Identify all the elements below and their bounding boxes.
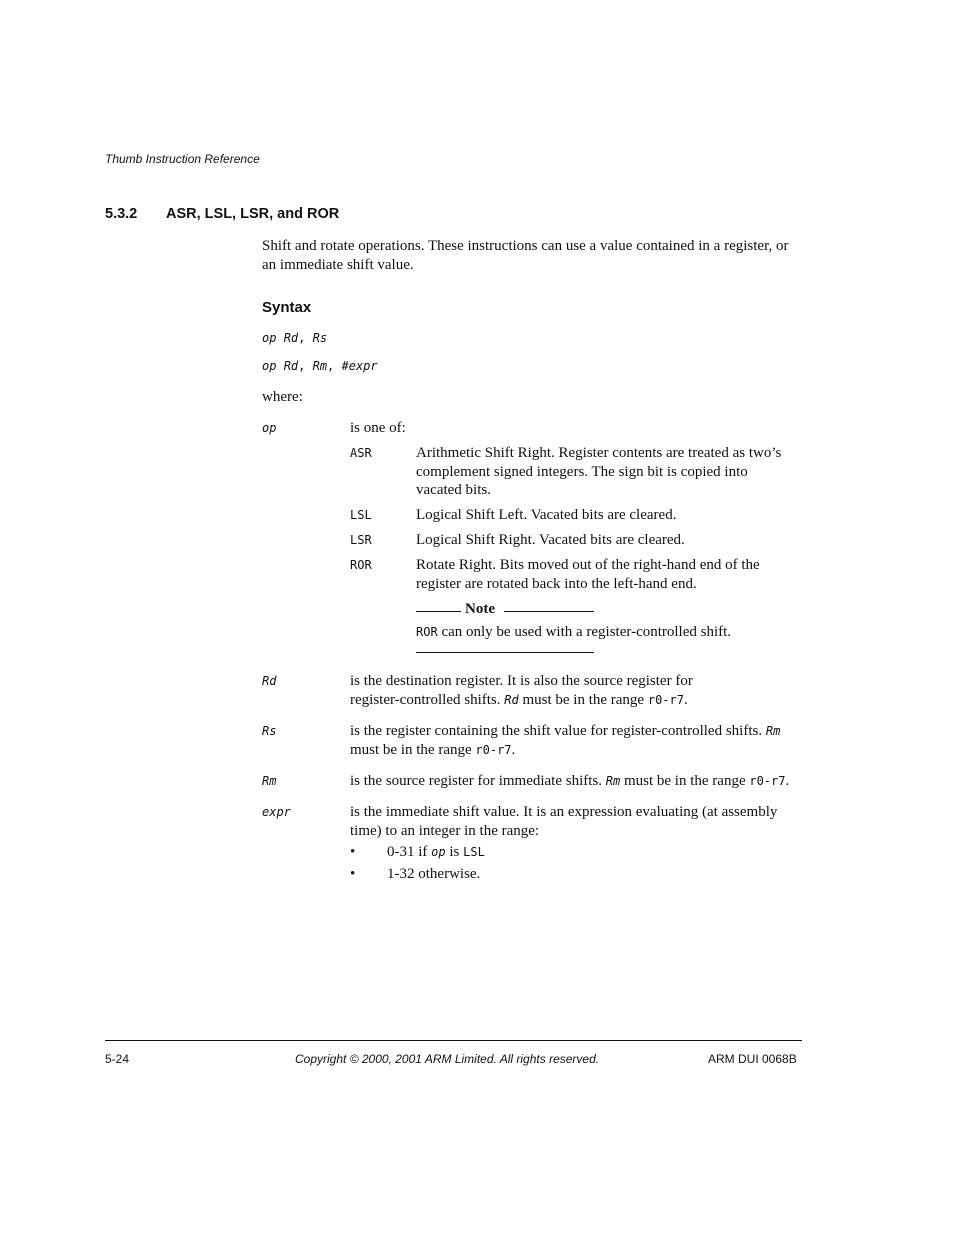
op-desc-line: Arithmetic Shift Right. Register contents are treated as two’s — [416, 445, 782, 461]
syntax-rd: Rd — [283, 359, 299, 373]
syntax-form-2 — [262, 359, 378, 373]
rd-text: . — [683, 691, 688, 708]
expr-line-2: time) to an integer in the range: — [350, 822, 540, 839]
rm-text: is the source register for immediate shifts. — [350, 773, 606, 789]
rm-code: Rm — [605, 774, 621, 788]
expr-description — [350, 803, 805, 840]
where-label: where: — [262, 389, 303, 405]
footer-page-number: 5-24 — [105, 1052, 130, 1066]
note-body: can only be used with a register-controlled shift. — [437, 624, 732, 640]
bullet-glyph: • — [350, 866, 356, 882]
term-rd: Rd — [262, 674, 277, 688]
syntax-sep: , — [298, 359, 313, 373]
syntax-op: op — [262, 359, 277, 373]
rd-code: Rd — [504, 692, 519, 707]
syntax-rm: Rm — [312, 359, 328, 373]
footer-copyright: Copyright © 2000, 2001 ARM Limited. All rights reserved. — [295, 1052, 600, 1066]
term-rs: Rs — [262, 724, 277, 738]
syntax-sep: , — [298, 331, 313, 345]
rs-range: r0-r7 — [475, 742, 512, 757]
bullet-text: 0-31 if — [387, 844, 432, 860]
footer-doc-id: ARM DUI 0068B — [708, 1052, 797, 1066]
op-description: is one of: — [350, 420, 406, 436]
footer-rule — [105, 1040, 802, 1041]
intro-line-2: an immediate shift value. — [262, 257, 414, 273]
op-desc-ror — [416, 556, 806, 593]
op-name-asr: ASR — [350, 446, 372, 460]
note-rule-left — [416, 611, 461, 612]
op-name-lsr: LSR — [350, 533, 372, 547]
syntax-rd: Rd — [283, 331, 299, 345]
note-rule-right — [504, 611, 594, 612]
rm-range: r0-r7 — [749, 774, 786, 788]
rd-range: r0-r7 — [647, 692, 684, 707]
rs-line-1 — [350, 722, 805, 741]
rs-text: . — [511, 741, 516, 758]
op-name-lsl: LSL — [350, 508, 372, 522]
rs-text: is the register containing the shift value for register-controlled shifts. — [350, 723, 766, 739]
rm-text: must be in the range — [620, 773, 750, 789]
syntax-form-1 — [262, 331, 327, 345]
bullet-code: op — [431, 845, 446, 859]
rd-line-1: is the destination register. It is also the source register for — [350, 673, 693, 689]
op-desc-lsr: Logical Shift Right. Vacated bits are cleared. — [416, 532, 685, 548]
syntax-op: op — [262, 331, 277, 345]
section-number: 5.3.2 — [105, 206, 138, 222]
expr-bullet-1 — [387, 843, 485, 862]
syntax-expr: #expr — [341, 359, 378, 373]
rd-line-2 — [350, 691, 805, 710]
op-desc-lsl: Logical Shift Left. Vacated bits are cleared. — [416, 507, 677, 523]
syntax-rs: Rs — [312, 331, 328, 345]
rd-text: register-controlled shifts. — [350, 691, 505, 708]
bullet-text: is — [445, 844, 464, 860]
op-desc-line: Rotate Right. Bits moved out of the right-hand end of the — [416, 557, 760, 573]
syntax-sep: , — [327, 359, 342, 373]
rd-description — [350, 672, 805, 709]
note-text — [416, 623, 731, 642]
bullet-code: LSL — [463, 845, 485, 859]
rs-description — [350, 722, 805, 759]
bullet-glyph: • — [350, 844, 356, 860]
rs-line-2 — [350, 741, 805, 760]
term-expr: expr — [262, 805, 291, 819]
rd-text: must be in the range — [518, 691, 648, 708]
rm-text: . — [785, 773, 790, 789]
note-rule-bottom — [416, 652, 594, 653]
syntax-heading: Syntax — [262, 299, 312, 316]
op-desc-line: vacated bits. — [416, 482, 491, 498]
note-code: ROR — [416, 625, 438, 639]
op-desc-line: register are rotated back into the left-hand end. — [416, 575, 697, 592]
term-rm: Rm — [262, 774, 277, 788]
rm-description — [350, 772, 810, 791]
intro-line-1: Shift and rotate operations. These instructions can use a value contained in a register, or — [262, 238, 789, 254]
op-name-ror: ROR — [350, 558, 372, 572]
rs-text: must be in the range — [350, 741, 476, 758]
op-desc-line: complement signed integers. The sign bit is copied into — [416, 463, 748, 480]
expr-line-1: is the immediate shift value. It is an expression evaluating (at assembly — [350, 804, 778, 820]
op-desc-asr — [416, 444, 806, 500]
expr-bullet-2: 1-32 otherwise. — [387, 866, 481, 882]
rs-code: Rm — [765, 724, 781, 738]
term-op: op — [262, 421, 277, 435]
section-title: ASR, LSL, LSR, and ROR — [166, 206, 340, 222]
note-label: Note — [465, 601, 495, 617]
running-header: Thumb Instruction Reference — [105, 152, 260, 166]
